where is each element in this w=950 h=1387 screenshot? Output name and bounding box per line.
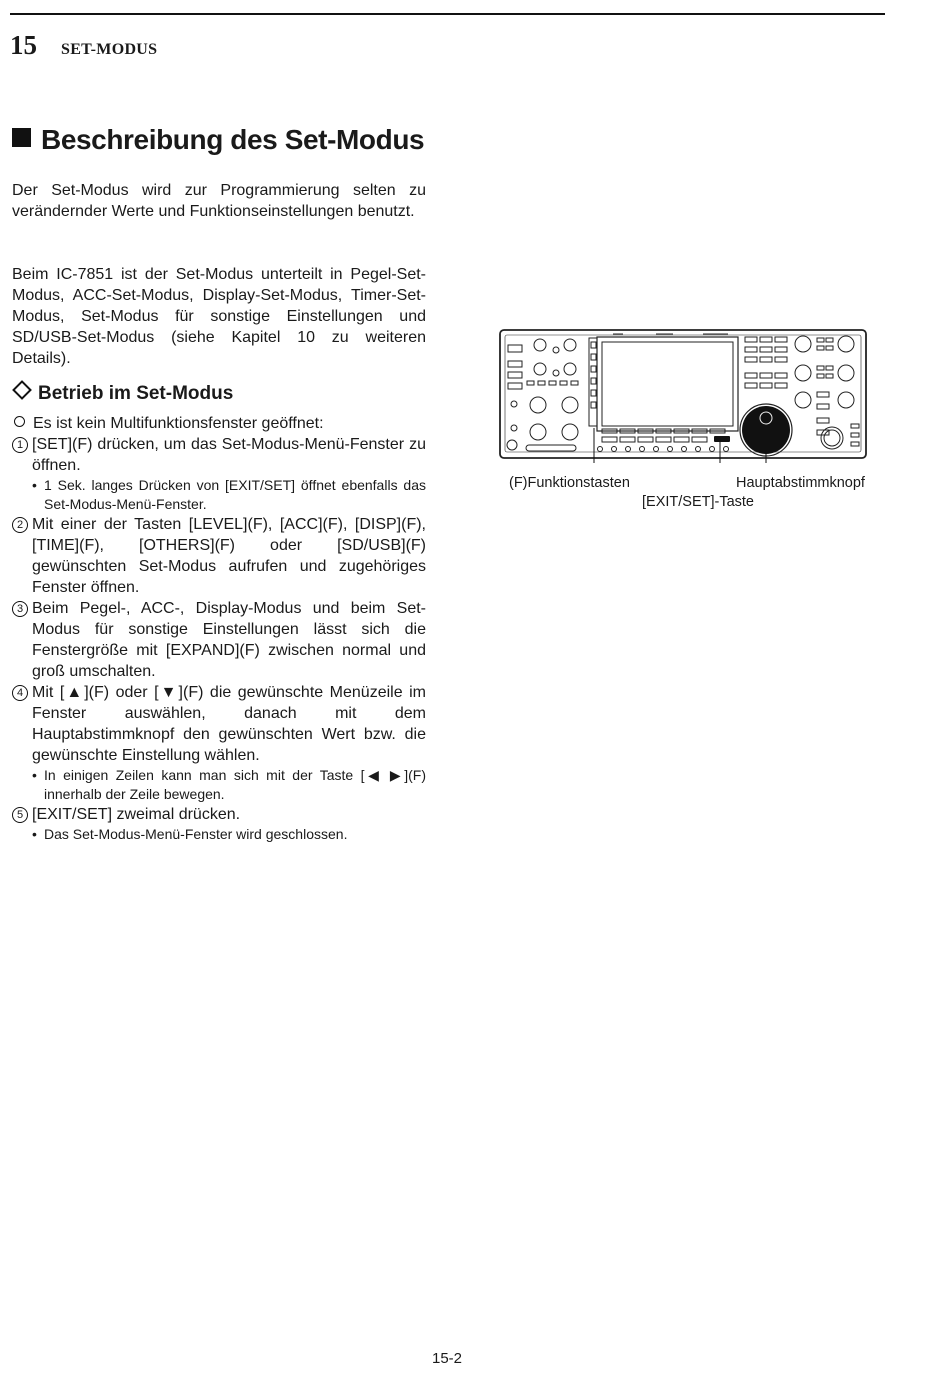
step-5-note <box>12 825 426 844</box>
main-dial-label: Hauptabstimmknopf <box>736 475 865 491</box>
subsection-heading-text: Betrieb im Set-Modus <box>38 383 234 404</box>
step-number: 1 <box>12 437 28 453</box>
step-3 <box>12 598 426 682</box>
step-1-note <box>12 476 426 514</box>
step-5 <box>12 804 426 825</box>
chapter-name: SET-MODUS <box>61 41 158 58</box>
step-4-note <box>12 766 426 804</box>
step-1 <box>12 434 426 476</box>
step-4 <box>12 682 426 766</box>
intro-paragraph-2 <box>12 264 426 369</box>
top-rule <box>10 13 885 15</box>
note-text: 1 Sek. langes Drücken von [EXIT/SET] öffnet ebenfalls das Set-Modus-Menü-Fenster. <box>44 477 426 512</box>
note-text: Das Set-Modus-Menü-Fenster wird geschlossen. <box>44 826 348 842</box>
steps-list <box>12 434 426 844</box>
step-text: Mit einer der Tasten [LEVEL](F), [ACC](F), [DISP](F), [TIME](F), [OTHERS](F) oder [SD/USB](F) gewünschten Set-Modus aufrufen und zugehöriges Fenster öffnen. <box>32 516 426 596</box>
note-text: In einigen Zeilen kann man sich mit der Taste [◀ ▶](F) innerhalb der Zeile bewegen. <box>44 767 426 802</box>
transceiver-front-panel-illustration <box>498 328 868 463</box>
step-number: 4 <box>12 685 28 701</box>
diamond-icon <box>12 380 32 400</box>
step-text: Beim Pegel-, ACC-, Display-Modus und beim Set-Modus für sonstige Einstellungen lässt sich die Fenstergröße mit [EXPAND](F) zwischen normal und groß umschalten. <box>32 600 426 680</box>
step-text: [SET](F) drücken, um das Set-Modus-Menü-Fenster zu öffnen. <box>32 436 426 474</box>
function-keys-label: (F)Funktionstasten <box>509 475 630 491</box>
bullet-icon: • <box>32 826 37 842</box>
circle-bullet-icon <box>14 416 25 427</box>
section-title <box>12 124 424 156</box>
condition-text: Es ist kein Multifunktionsfenster geöffnet: <box>33 415 324 432</box>
step-2 <box>12 514 426 598</box>
step-number: 5 <box>12 807 28 823</box>
step-text: Mit [▲](F) oder [▼](F) die gewünschte Menüzeile im Fenster auswählen, danach mit dem Hauptabstimmknopf den gewünschten Wert bzw. die gewünschte Einstellung wählen. <box>32 684 426 764</box>
exit-set-key-label: [EXIT/SET]-Taste <box>642 494 754 510</box>
step-number: 2 <box>12 517 28 533</box>
paragraph-text: Der Set-Modus wird zur Programmierung selten zu verändernder Werte und Funktionseinstellungen benutzt. <box>12 182 426 220</box>
paragraph-text: Beim IC-7851 ist der Set-Modus unterteilt in Pegel-Set-Modus, ACC-Set-Modus, Display-Set-Modus, Timer-Set-Modus, Set-Modus für sonstige Einstellungen und SD/USB-Set-Modus (siehe Kapitel 10 zu weiteren Details). <box>12 266 426 367</box>
section-title-text: Beschreibung des Set-Modus <box>41 124 425 155</box>
bullet-icon: • <box>32 767 37 783</box>
page-header <box>10 30 157 61</box>
step-number: 3 <box>12 601 28 617</box>
intro-paragraph-1 <box>12 180 426 222</box>
subsection-heading <box>12 383 233 405</box>
bullet-icon: • <box>32 477 37 493</box>
page-number: 15-2 <box>432 1350 463 1367</box>
step-text: [EXIT/SET] zweimal drücken. <box>32 806 241 823</box>
square-bullet-icon <box>12 128 31 147</box>
condition-line <box>12 413 324 434</box>
chapter-number: 15 <box>10 30 37 60</box>
